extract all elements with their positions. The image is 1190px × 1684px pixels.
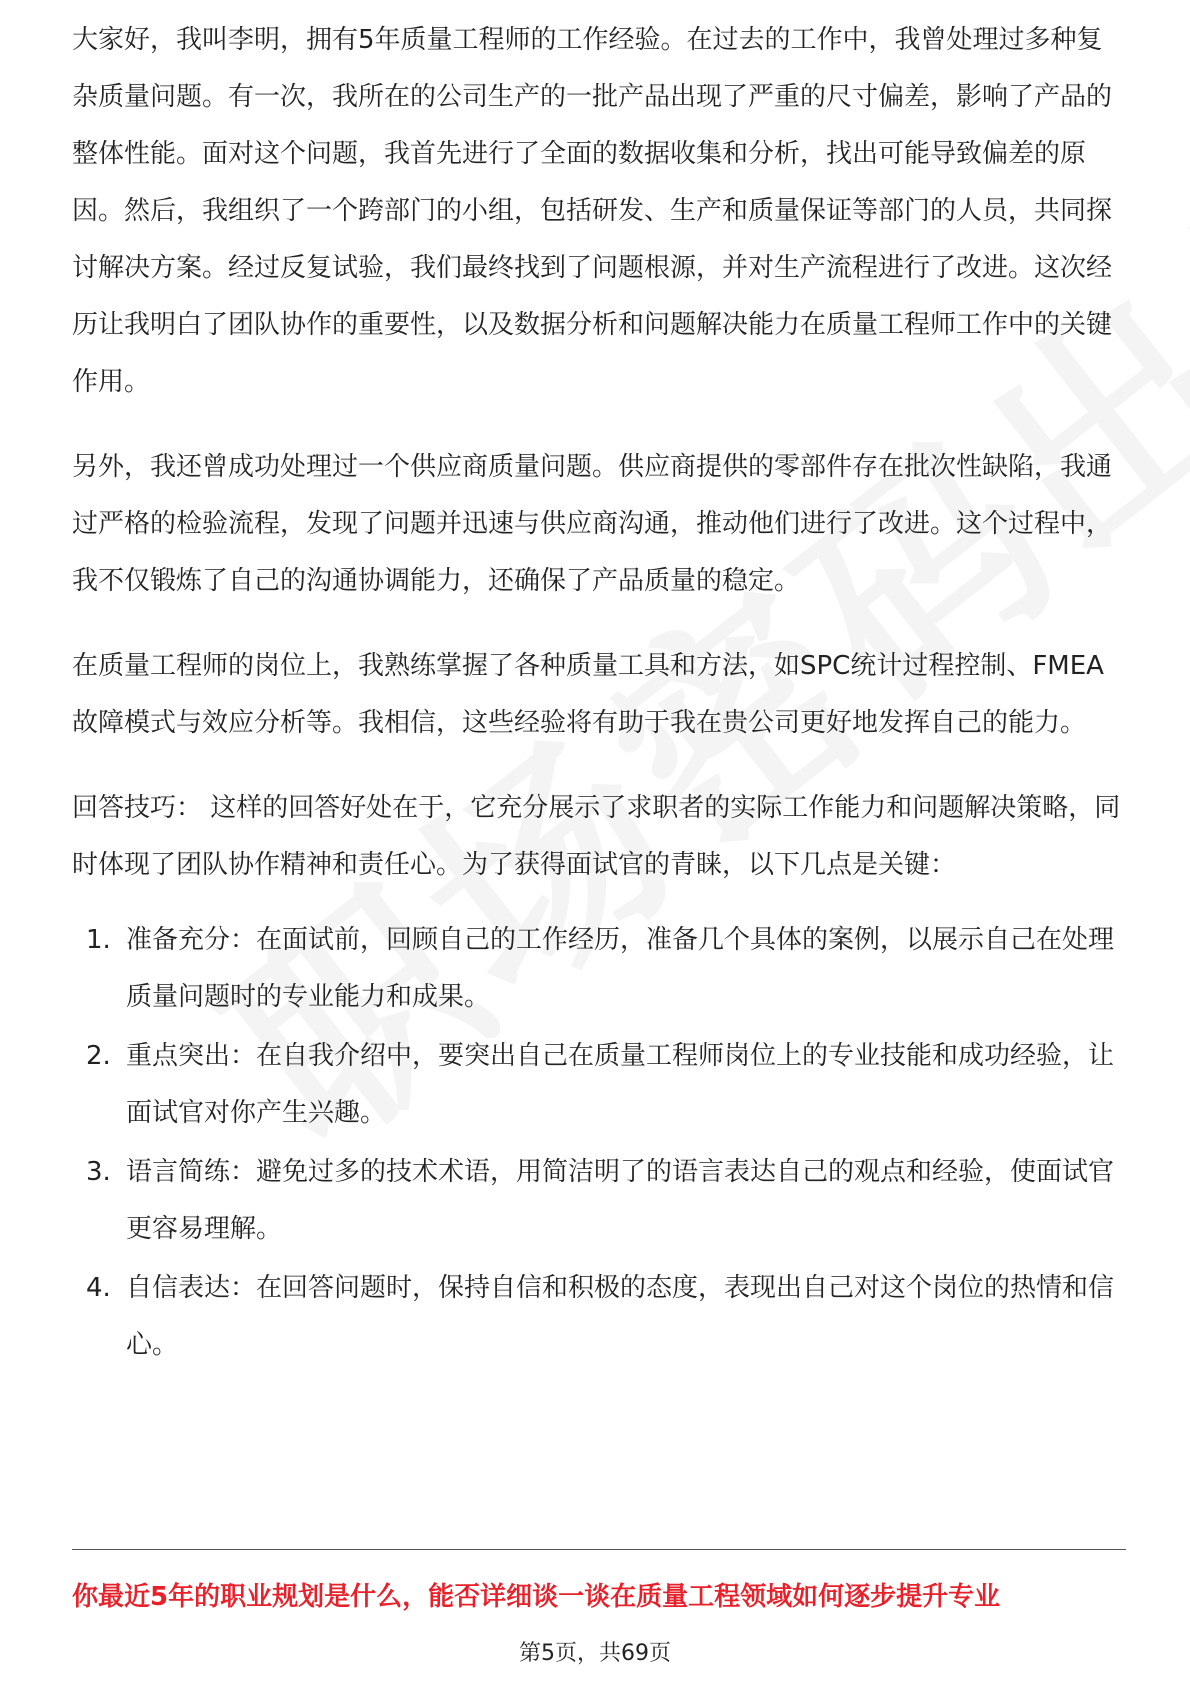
tip-text: 准备充分：在面试前，回顾自己的工作经历，准备几个具体的案例，以展示自己在处理质量问题时的专业能力和成果。 (126, 925, 1115, 1012)
tip-item (72, 1260, 1122, 1374)
document-body (72, 22, 1122, 1374)
tip-text: 自信表达：在回答问题时，保持自信和积极的态度，表现出自己对这个岗位的热情和信心。 (126, 1273, 1115, 1360)
tip-item (72, 912, 1122, 1026)
answer-tips-intro: 回答技巧： 这样的回答好处在于，它充分展示了求职者的实际工作能力和问题解决策略，同时体现了团队协作精神和责任心。为了获得面试官的青睐，以下几点是关键： (72, 793, 1121, 880)
tips-list (72, 912, 1122, 1374)
page-number: 第5页，共69页 (519, 1641, 671, 1666)
tip-number: 4. (86, 1273, 111, 1303)
answer-paragraph-2: 另外，我还曾成功处理过一个供应商质量问题。供应商提供的零部件存在批次性缺陷，我通过严格的检验流程，发现了问题并迅速与供应商沟通，推动他们进行了改进。这个过程中，我不仅锻炼了自己的沟通协调能力，还确保了产品质量的稳定。 (72, 452, 1113, 596)
tip-item (72, 1028, 1122, 1142)
tip-number: 2. (86, 1041, 111, 1071)
section-divider (72, 1549, 1126, 1550)
answer-paragraph-3: 在质量工程师的岗位上，我熟练掌握了各种质量工具和方法，如SPC统计过程控制、FMEA故障模式与效应分析等。我相信，这些经验将有助于我在贵公司更好地发挥自己的能力。 (72, 651, 1104, 738)
tip-number: 1. (86, 925, 111, 955)
answer-paragraph-1: 大家好，我叫李明，拥有5年质量工程师的工作经验。在过去的工作中，我曾处理过多种复杂质量问题。有一次，我所在的公司生产的一批产品出现了严重的尺寸偏差，影响了产品的整体性能。面对这个问题，我首先进行了全面的数据收集和分析，找出可能导致偏差的原因。然后，我组织了一个跨部门的小组，包括研发、生产和质量保证等部门的人员，共同探讨解决方案。经过反复试验，我们最终找到了问题根源，并对生产流程进行了改进。这次经历让我明白了团队协作的重要性，以及数据分析和问题解决能力在质量工程师工作中的关键作用。 (72, 25, 1113, 397)
tip-text: 重点突出：在自我介绍中，要突出自己在质量工程师岗位上的专业技能和成功经验，让面试官对你产生兴趣。 (126, 1041, 1115, 1128)
next-question-heading: 你最近5年的职业规划是什么，能否详细谈一谈在质量工程领域如何逐步提升专业 (72, 1582, 1001, 1612)
tip-text: 语言简练：避免过多的技术术语，用简洁明了的语言表达自己的观点和经验，使面试官更容易理解。 (126, 1157, 1115, 1244)
tip-item (72, 1144, 1122, 1258)
tip-number: 3. (86, 1157, 111, 1187)
